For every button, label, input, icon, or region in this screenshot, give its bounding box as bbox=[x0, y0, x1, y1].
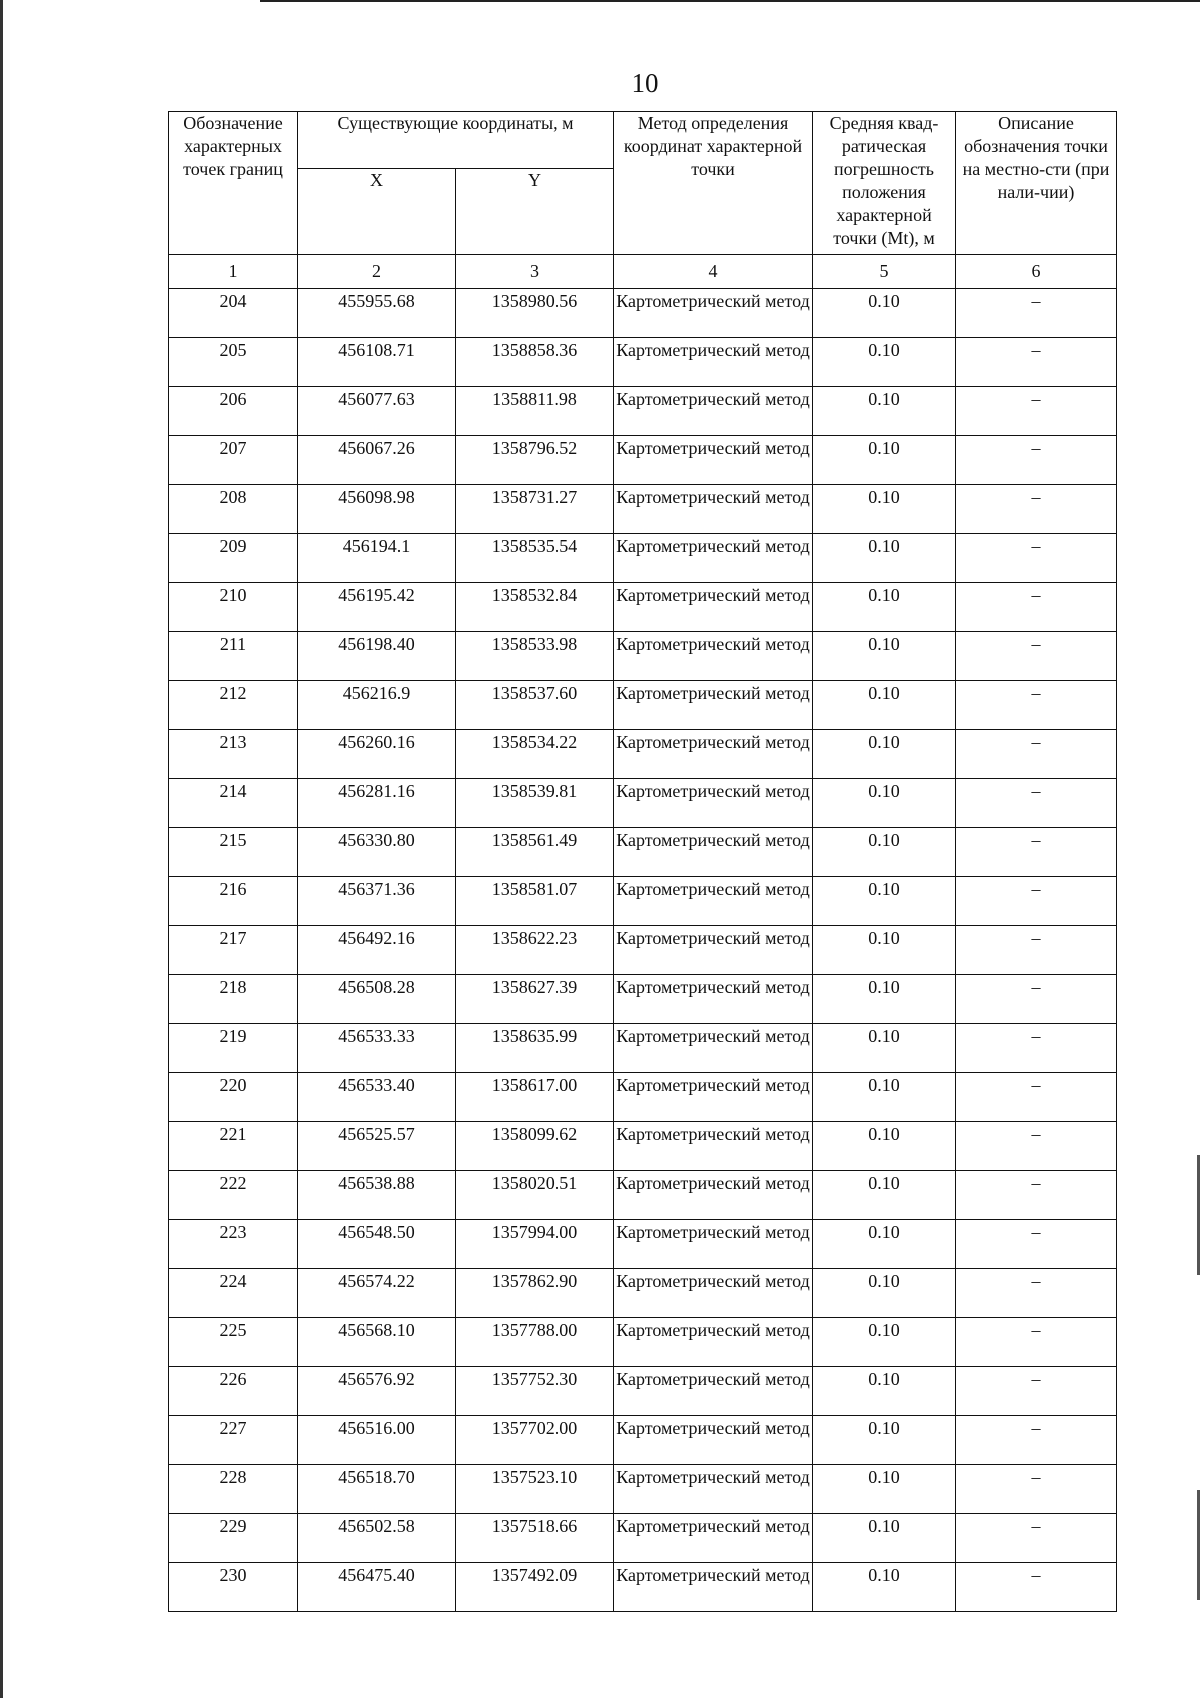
description-cell: – bbox=[956, 1465, 1117, 1514]
x-cell: 456516.00 bbox=[298, 1416, 456, 1465]
y-cell: 1358635.99 bbox=[456, 1024, 614, 1073]
method-cell: Картометрический метод bbox=[614, 926, 813, 975]
error-cell: 0.10 bbox=[813, 485, 956, 534]
table-row bbox=[169, 387, 1117, 436]
column-number: 6 bbox=[956, 255, 1117, 289]
y-cell: 1358020.51 bbox=[456, 1171, 614, 1220]
table-row bbox=[169, 926, 1117, 975]
header-coords: Существующие координаты, м bbox=[298, 112, 614, 169]
error-cell: 0.10 bbox=[813, 1318, 956, 1367]
method-cell: Картометрический метод bbox=[614, 975, 813, 1024]
method-cell: Картометрический метод bbox=[614, 387, 813, 436]
point-cell: 208 bbox=[169, 485, 298, 534]
error-cell: 0.10 bbox=[813, 779, 956, 828]
y-cell: 1357523.10 bbox=[456, 1465, 614, 1514]
description-cell: – bbox=[956, 926, 1117, 975]
method-cell: Картометрический метод bbox=[614, 1122, 813, 1171]
error-cell: 0.10 bbox=[813, 828, 956, 877]
point-cell: 205 bbox=[169, 338, 298, 387]
error-cell: 0.10 bbox=[813, 1416, 956, 1465]
error-cell: 0.10 bbox=[813, 534, 956, 583]
point-cell: 212 bbox=[169, 681, 298, 730]
header-error: Средняя квад-ратическая погрешность положения характерной точки (Mt), м bbox=[813, 112, 956, 255]
x-cell: 456548.50 bbox=[298, 1220, 456, 1269]
point-cell: 220 bbox=[169, 1073, 298, 1122]
table-row bbox=[169, 1220, 1117, 1269]
y-cell: 1358534.22 bbox=[456, 730, 614, 779]
x-cell: 456198.40 bbox=[298, 632, 456, 681]
table-header bbox=[169, 112, 1117, 289]
error-cell: 0.10 bbox=[813, 1269, 956, 1318]
table-row bbox=[169, 1514, 1117, 1563]
page-number: 10 bbox=[631, 68, 659, 98]
description-cell: – bbox=[956, 1318, 1117, 1367]
description-cell: – bbox=[956, 828, 1117, 877]
point-cell: 225 bbox=[169, 1318, 298, 1367]
y-cell: 1358535.54 bbox=[456, 534, 614, 583]
description-cell: – bbox=[956, 338, 1117, 387]
table-row bbox=[169, 975, 1117, 1024]
y-cell: 1358537.60 bbox=[456, 681, 614, 730]
table-row bbox=[169, 1269, 1117, 1318]
y-cell: 1358581.07 bbox=[456, 877, 614, 926]
y-cell: 1357862.90 bbox=[456, 1269, 614, 1318]
x-cell: 456098.98 bbox=[298, 485, 456, 534]
error-cell: 0.10 bbox=[813, 1171, 956, 1220]
table-row bbox=[169, 1122, 1117, 1171]
error-cell: 0.10 bbox=[813, 1465, 956, 1514]
table-row bbox=[169, 1318, 1117, 1367]
x-cell: 456216.9 bbox=[298, 681, 456, 730]
description-cell: – bbox=[956, 534, 1117, 583]
method-cell: Картометрический метод bbox=[614, 338, 813, 387]
description-cell: – bbox=[956, 1367, 1117, 1416]
error-cell: 0.10 bbox=[813, 1514, 956, 1563]
column-number: 1 bbox=[169, 255, 298, 289]
y-cell: 1358980.56 bbox=[456, 289, 614, 338]
method-cell: Картометрический метод bbox=[614, 632, 813, 681]
description-cell: – bbox=[956, 1514, 1117, 1563]
method-cell: Картометрический метод bbox=[614, 289, 813, 338]
method-cell: Картометрический метод bbox=[614, 583, 813, 632]
error-cell: 0.10 bbox=[813, 632, 956, 681]
x-cell: 456508.28 bbox=[298, 975, 456, 1024]
point-cell: 206 bbox=[169, 387, 298, 436]
table-row bbox=[169, 485, 1117, 534]
y-cell: 1357702.00 bbox=[456, 1416, 614, 1465]
x-cell: 456475.40 bbox=[298, 1563, 456, 1612]
method-cell: Картометрический метод bbox=[614, 730, 813, 779]
point-cell: 217 bbox=[169, 926, 298, 975]
x-cell: 456077.63 bbox=[298, 387, 456, 436]
point-cell: 210 bbox=[169, 583, 298, 632]
column-number: 2 bbox=[298, 255, 456, 289]
method-cell: Картометрический метод bbox=[614, 1269, 813, 1318]
table-row bbox=[169, 534, 1117, 583]
x-cell: 456281.16 bbox=[298, 779, 456, 828]
x-cell: 456330.80 bbox=[298, 828, 456, 877]
error-cell: 0.10 bbox=[813, 289, 956, 338]
header-method: Метод определения координат характерной точки bbox=[614, 112, 813, 255]
description-cell: – bbox=[956, 1220, 1117, 1269]
column-number: 4 bbox=[614, 255, 813, 289]
error-cell: 0.10 bbox=[813, 1024, 956, 1073]
description-cell: – bbox=[956, 1024, 1117, 1073]
y-cell: 1358858.36 bbox=[456, 338, 614, 387]
y-cell: 1357492.09 bbox=[456, 1563, 614, 1612]
error-cell: 0.10 bbox=[813, 1122, 956, 1171]
table-row bbox=[169, 730, 1117, 779]
table-row bbox=[169, 1465, 1117, 1514]
error-cell: 0.10 bbox=[813, 926, 956, 975]
point-cell: 224 bbox=[169, 1269, 298, 1318]
description-cell: – bbox=[956, 1171, 1117, 1220]
x-cell: 456371.36 bbox=[298, 877, 456, 926]
x-cell: 456108.71 bbox=[298, 338, 456, 387]
description-cell: – bbox=[956, 1563, 1117, 1612]
description-cell: – bbox=[956, 485, 1117, 534]
x-cell: 456533.40 bbox=[298, 1073, 456, 1122]
method-cell: Картометрический метод bbox=[614, 779, 813, 828]
error-cell: 0.10 bbox=[813, 877, 956, 926]
point-cell: 222 bbox=[169, 1171, 298, 1220]
x-cell: 456533.33 bbox=[298, 1024, 456, 1073]
x-cell: 456518.70 bbox=[298, 1465, 456, 1514]
x-cell: 456492.16 bbox=[298, 926, 456, 975]
method-cell: Картометрический метод bbox=[614, 681, 813, 730]
table-row bbox=[169, 338, 1117, 387]
point-cell: 215 bbox=[169, 828, 298, 877]
x-cell: 456067.26 bbox=[298, 436, 456, 485]
coordinates-table bbox=[168, 111, 1117, 1612]
y-cell: 1357752.30 bbox=[456, 1367, 614, 1416]
y-cell: 1358622.23 bbox=[456, 926, 614, 975]
y-cell: 1358796.52 bbox=[456, 436, 614, 485]
point-cell: 214 bbox=[169, 779, 298, 828]
description-cell: – bbox=[956, 877, 1117, 926]
error-cell: 0.10 bbox=[813, 338, 956, 387]
error-cell: 0.10 bbox=[813, 583, 956, 632]
y-cell: 1358539.81 bbox=[456, 779, 614, 828]
description-cell: – bbox=[956, 583, 1117, 632]
point-cell: 207 bbox=[169, 436, 298, 485]
y-cell: 1358533.98 bbox=[456, 632, 614, 681]
x-cell: 456502.58 bbox=[298, 1514, 456, 1563]
description-cell: – bbox=[956, 779, 1117, 828]
point-cell: 216 bbox=[169, 877, 298, 926]
error-cell: 0.10 bbox=[813, 681, 956, 730]
description-cell: – bbox=[956, 1073, 1117, 1122]
method-cell: Картометрический метод bbox=[614, 828, 813, 877]
table-row bbox=[169, 1563, 1117, 1612]
x-cell: 455955.68 bbox=[298, 289, 456, 338]
header-y: Y bbox=[456, 169, 614, 255]
point-cell: 221 bbox=[169, 1122, 298, 1171]
method-cell: Картометрический метод bbox=[614, 1073, 813, 1122]
table-row bbox=[169, 1416, 1117, 1465]
description-cell: – bbox=[956, 436, 1117, 485]
x-cell: 456576.92 bbox=[298, 1367, 456, 1416]
y-cell: 1358811.98 bbox=[456, 387, 614, 436]
error-cell: 0.10 bbox=[813, 387, 956, 436]
header-description: Описание обозначения точки на местно-сти (при нали-чии) bbox=[956, 112, 1117, 255]
table-row bbox=[169, 779, 1117, 828]
method-cell: Картометрический метод bbox=[614, 1367, 813, 1416]
description-cell: – bbox=[956, 387, 1117, 436]
point-cell: 219 bbox=[169, 1024, 298, 1073]
error-cell: 0.10 bbox=[813, 1073, 956, 1122]
point-cell: 213 bbox=[169, 730, 298, 779]
method-cell: Картометрический метод bbox=[614, 436, 813, 485]
column-number: 3 bbox=[456, 255, 614, 289]
table-body bbox=[169, 289, 1117, 1612]
description-cell: – bbox=[956, 1122, 1117, 1171]
description-cell: – bbox=[956, 1269, 1117, 1318]
description-cell: – bbox=[956, 289, 1117, 338]
point-cell: 209 bbox=[169, 534, 298, 583]
x-cell: 456260.16 bbox=[298, 730, 456, 779]
table-row bbox=[169, 877, 1117, 926]
error-cell: 0.10 bbox=[813, 436, 956, 485]
method-cell: Картометрический метод bbox=[614, 1416, 813, 1465]
method-cell: Картометрический метод bbox=[614, 1465, 813, 1514]
x-cell: 456195.42 bbox=[298, 583, 456, 632]
description-cell: – bbox=[956, 1416, 1117, 1465]
table-row bbox=[169, 1073, 1117, 1122]
column-number: 5 bbox=[813, 255, 956, 289]
y-cell: 1358731.27 bbox=[456, 485, 614, 534]
table-row bbox=[169, 1024, 1117, 1073]
y-cell: 1358561.49 bbox=[456, 828, 614, 877]
method-cell: Картометрический метод bbox=[614, 1220, 813, 1269]
description-cell: – bbox=[956, 681, 1117, 730]
table-row bbox=[169, 583, 1117, 632]
table-row bbox=[169, 289, 1117, 338]
method-cell: Картометрический метод bbox=[614, 1514, 813, 1563]
table-row bbox=[169, 828, 1117, 877]
header-point: Обозначение характерных точек границ bbox=[169, 112, 298, 255]
point-cell: 229 bbox=[169, 1514, 298, 1563]
y-cell: 1357994.00 bbox=[456, 1220, 614, 1269]
description-cell: – bbox=[956, 632, 1117, 681]
method-cell: Картометрический метод bbox=[614, 1318, 813, 1367]
scan-edge-top bbox=[260, 0, 1200, 2]
x-cell: 456194.1 bbox=[298, 534, 456, 583]
description-cell: – bbox=[956, 975, 1117, 1024]
y-cell: 1358099.62 bbox=[456, 1122, 614, 1171]
point-cell: 218 bbox=[169, 975, 298, 1024]
point-cell: 204 bbox=[169, 289, 298, 338]
point-cell: 230 bbox=[169, 1563, 298, 1612]
method-cell: Картометрический метод bbox=[614, 485, 813, 534]
x-cell: 456538.88 bbox=[298, 1171, 456, 1220]
error-cell: 0.10 bbox=[813, 730, 956, 779]
table-row bbox=[169, 632, 1117, 681]
method-cell: Картометрический метод bbox=[614, 534, 813, 583]
y-cell: 1358532.84 bbox=[456, 583, 614, 632]
scan-edge-left bbox=[0, 0, 3, 1698]
table-row bbox=[169, 1171, 1117, 1220]
y-cell: 1358627.39 bbox=[456, 975, 614, 1024]
point-cell: 228 bbox=[169, 1465, 298, 1514]
error-cell: 0.10 bbox=[813, 1367, 956, 1416]
y-cell: 1357518.66 bbox=[456, 1514, 614, 1563]
x-cell: 456568.10 bbox=[298, 1318, 456, 1367]
method-cell: Картометрический метод bbox=[614, 877, 813, 926]
method-cell: Картометрический метод bbox=[614, 1563, 813, 1612]
error-cell: 0.10 bbox=[813, 1563, 956, 1612]
point-cell: 211 bbox=[169, 632, 298, 681]
table-row bbox=[169, 1367, 1117, 1416]
error-cell: 0.10 bbox=[813, 975, 956, 1024]
point-cell: 227 bbox=[169, 1416, 298, 1465]
header-x: X bbox=[298, 169, 456, 255]
method-cell: Картометрический метод bbox=[614, 1171, 813, 1220]
x-cell: 456574.22 bbox=[298, 1269, 456, 1318]
table-row bbox=[169, 436, 1117, 485]
x-cell: 456525.57 bbox=[298, 1122, 456, 1171]
y-cell: 1358617.00 bbox=[456, 1073, 614, 1122]
column-number-row bbox=[169, 255, 1117, 289]
point-cell: 226 bbox=[169, 1367, 298, 1416]
y-cell: 1357788.00 bbox=[456, 1318, 614, 1367]
error-cell: 0.10 bbox=[813, 1220, 956, 1269]
table-row bbox=[169, 681, 1117, 730]
description-cell: – bbox=[956, 730, 1117, 779]
method-cell: Картометрический метод bbox=[614, 1024, 813, 1073]
point-cell: 223 bbox=[169, 1220, 298, 1269]
